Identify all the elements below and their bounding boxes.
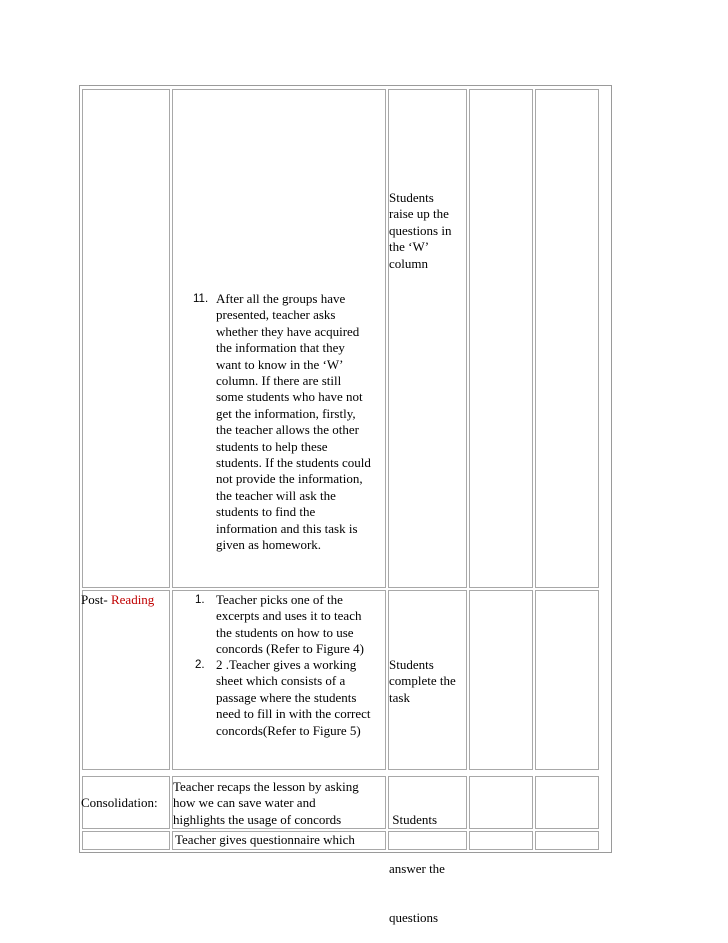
text-line: information and this task is <box>216 520 358 536</box>
text-line: students to find the <box>216 504 316 520</box>
item-text <box>216 592 364 658</box>
while-students-cell <box>388 89 467 588</box>
text-line: task <box>389 689 410 705</box>
post-reading-stage-label <box>81 592 154 608</box>
text-line: the students on how to use <box>216 624 354 640</box>
text-line: students. If the students could <box>216 455 371 471</box>
text-line: need to fill in with the correct <box>216 706 371 722</box>
closure-teacher-text: Teacher gives questionnaire which <box>175 832 355 847</box>
text-line: column. If there are still <box>216 373 342 389</box>
text-line: not provide the information, <box>216 471 363 487</box>
text-line: questions in <box>389 222 452 238</box>
text-line: concords(Refer to Figure 5) <box>216 722 361 738</box>
consolidation-col4-cell <box>469 776 533 829</box>
text-line: the teacher will ask the <box>216 487 336 503</box>
text-line: complete the <box>389 673 456 689</box>
text-line: column <box>389 255 428 271</box>
while-students-text <box>389 190 469 272</box>
closure-col5-cell <box>535 831 599 850</box>
text-line: highlights the usage of concords <box>173 811 342 827</box>
closure-stage-cell <box>82 831 170 850</box>
closure-col4-cell <box>469 831 533 850</box>
item-text <box>216 657 371 739</box>
text-line: whether they have acquired <box>216 323 360 339</box>
text-line: presented, teacher asks <box>216 307 336 323</box>
text-line: excerpts and uses it to teach <box>216 608 362 624</box>
post-col5-cell <box>535 590 599 770</box>
text-line: concords (Refer to Figure 4) <box>216 641 365 657</box>
text-line: questions <box>389 910 439 926</box>
while-col4-cell <box>469 89 533 588</box>
stage-prefix: Post- <box>81 592 111 607</box>
text-line: want to know in the ‘W’ <box>216 356 344 372</box>
text-line: raise up the <box>389 206 449 222</box>
text-line: the teacher allows the other <box>216 422 359 438</box>
item-number: 11. <box>193 293 209 305</box>
consolidation-students-text <box>389 779 469 943</box>
text-line: Students <box>389 190 434 205</box>
text-line: Teacher picks one of the <box>216 592 343 607</box>
item-text <box>216 291 371 554</box>
text-line: Students <box>389 811 438 827</box>
item-number: 1. <box>195 594 205 606</box>
consolidation-stage-label: Consolidation: <box>81 795 158 810</box>
post-reading-students-text <box>389 657 469 706</box>
consolidation-teacher-text <box>173 779 389 828</box>
item-number: 2. <box>195 659 205 671</box>
text-line: how we can save water and <box>173 795 316 811</box>
text-line: some students who have not <box>216 389 363 405</box>
text-line: students to help these <box>216 438 328 454</box>
text-line: the information that they <box>216 340 345 356</box>
text-line: Students <box>389 657 434 672</box>
text-line: Teacher recaps the lesson by asking <box>173 779 359 794</box>
consolidation-col5-cell <box>535 776 599 829</box>
post-stage-cell <box>82 590 170 770</box>
text-line: get the information, firstly, <box>216 405 356 421</box>
text-line: the ‘W’ <box>389 239 430 255</box>
while-stage-cell <box>82 89 170 588</box>
while-col6-cell <box>601 89 611 588</box>
stage-highlight: Reading <box>110 592 155 607</box>
post-col4-cell <box>469 590 533 770</box>
text-line: answer the <box>389 861 445 877</box>
text-line: sheet which consists of a <box>216 673 346 689</box>
text-line: After all the groups have <box>216 291 346 306</box>
text-line: given as homework. <box>216 537 322 553</box>
text-line: passage where the students <box>216 689 357 705</box>
text-line: 2 .Teacher gives a working <box>216 657 357 672</box>
while-col5-cell <box>535 89 599 588</box>
